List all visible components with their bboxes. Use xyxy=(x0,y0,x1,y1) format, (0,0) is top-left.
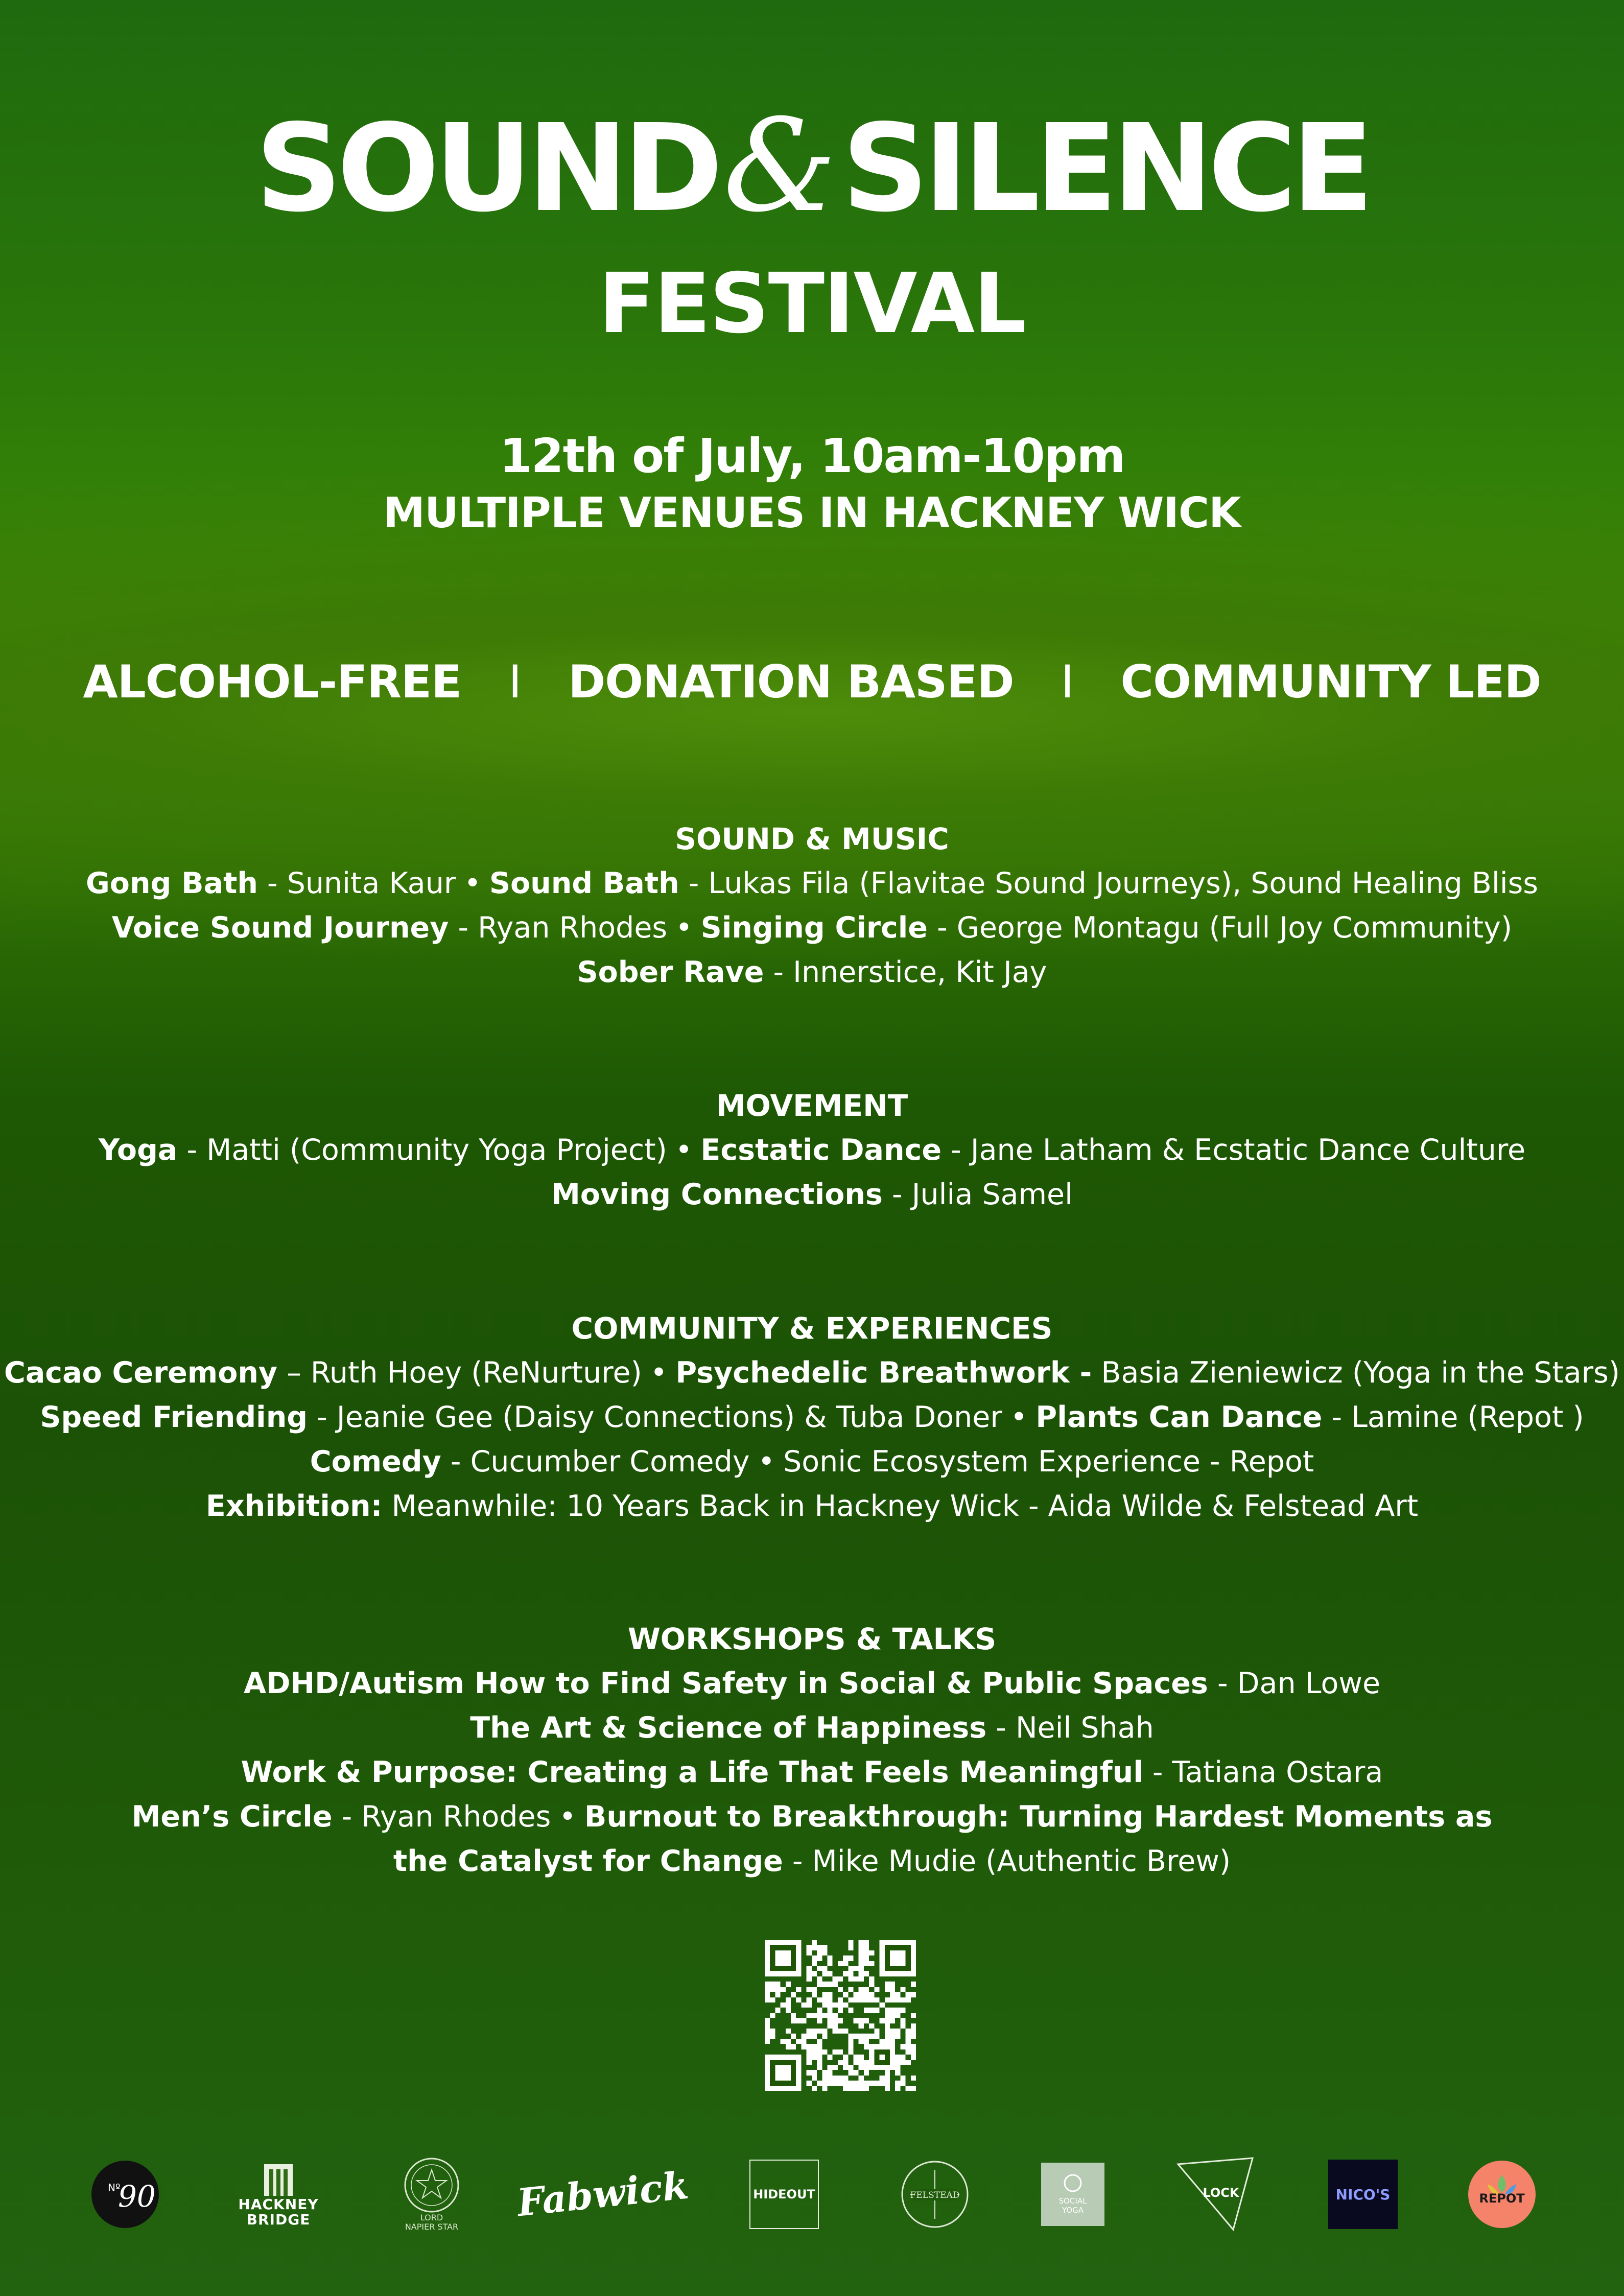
act-host: - Neil Shah xyxy=(986,1711,1154,1745)
act-name: Voice Sound Journey xyxy=(111,911,449,945)
tagline-separator: I xyxy=(508,655,522,708)
lock-text: LOCK xyxy=(1203,2186,1239,2200)
fabwick-text: Fabwick xyxy=(515,2163,691,2225)
act-host: - Sunita Kaur xyxy=(257,866,456,900)
act-name: Sound Bath xyxy=(489,866,679,900)
festival-subtitle: FESTIVAL xyxy=(598,256,1026,352)
repot-logo xyxy=(1466,2156,1538,2233)
nicos-logo xyxy=(1328,2156,1398,2233)
star-emblem-icon xyxy=(401,2157,462,2213)
hackney-bridge-logo xyxy=(227,2156,329,2233)
act-host: - Tatiana Ostara xyxy=(1143,1755,1383,1789)
act-name: Yoga xyxy=(98,1133,178,1167)
hideout-text: HIDEOUT xyxy=(749,2160,819,2229)
act-host: - Jane Latham & Ecstatic Dance Culture xyxy=(942,1133,1526,1167)
bullet-separator: • xyxy=(464,866,481,900)
no90-prefix: Nº xyxy=(108,2182,121,2194)
act-host: - Mike Mudie (Authentic Brew) xyxy=(783,1844,1231,1878)
program-line xyxy=(0,1351,1624,1395)
festival-title xyxy=(0,91,1624,240)
qr-code[interactable] xyxy=(765,1940,916,2091)
felstead-logo xyxy=(899,2156,971,2233)
program-line xyxy=(0,1440,1624,1484)
felstead-text: FELSTEAD xyxy=(910,2190,960,2200)
act-host: - Dan Lowe xyxy=(1208,1667,1381,1700)
program-line xyxy=(0,1173,1624,1217)
hackney-bridge-line1: HACKNEY xyxy=(238,2196,319,2213)
social-yoga-line2: YOGA xyxy=(1062,2206,1084,2215)
no90-text: 90 xyxy=(118,2179,156,2214)
social-yoga-logo xyxy=(1040,2156,1106,2233)
lord-napier-line2: NAPIER STAR xyxy=(405,2222,459,2232)
no90-logo xyxy=(89,2156,161,2233)
act-name: Exhibition: xyxy=(205,1489,383,1523)
hackney-bridge-line2: BRIDGE xyxy=(246,2211,311,2228)
act-host: - Matti (Community Yoga Project) xyxy=(177,1133,667,1167)
act-name: ADHD/Autism How to Find Safety in Social & Public Spaces xyxy=(243,1667,1208,1700)
program-line xyxy=(0,1750,1624,1795)
program-line xyxy=(0,950,1624,995)
lord-napier-line1: LORD xyxy=(420,2213,443,2222)
bullet-separator: • xyxy=(559,1800,576,1834)
program-line xyxy=(0,861,1624,906)
act-host: Meanwhile: 10 Years Back in Hackney Wick - Aida Wilde & Felstead Art xyxy=(382,1489,1419,1523)
act-name: Speed Friending xyxy=(40,1400,308,1434)
act-name: Burnout to Breakthrough: Turning Hardest Moments as xyxy=(584,1800,1493,1834)
act-host: - Ryan Rhodes xyxy=(332,1800,551,1834)
act-name: The Art & Science of Happiness xyxy=(470,1711,987,1745)
act-name: Singing Circle xyxy=(700,911,928,945)
act-host: - Lukas Fila (Flavitae Sound Journeys), Sound Healing Bliss xyxy=(679,866,1538,900)
act-name: Men’s Circle xyxy=(131,1800,333,1834)
lock-logo xyxy=(1175,2156,1257,2233)
tagline xyxy=(0,654,1624,710)
lord-napier-star-logo xyxy=(393,2156,470,2233)
title-sound: SOUND xyxy=(255,98,718,239)
program-line xyxy=(0,1395,1624,1440)
tagline-donation-based: DONATION BASED xyxy=(568,655,1014,708)
repot-text: REPOT xyxy=(1479,2191,1525,2206)
act-name: Ecstatic Dance xyxy=(700,1133,942,1167)
social-yoga-line1: SOCIAL xyxy=(1058,2196,1087,2206)
hackney-bridge-icon xyxy=(258,2161,299,2197)
act-host: - Lamine (Repot ) xyxy=(1322,1400,1584,1434)
fabwick-logo xyxy=(515,2156,691,2233)
hideout-logo xyxy=(748,2156,820,2233)
tagline-community-led: COMMUNITY LED xyxy=(1120,655,1541,708)
program-line xyxy=(0,1661,1624,1706)
bullet-separator: • xyxy=(758,1445,775,1479)
program-line xyxy=(0,1706,1624,1750)
act-name: Psychedelic Breathwork - xyxy=(675,1356,1092,1390)
act-host: - George Montagu (Full Joy Community) xyxy=(927,911,1513,945)
act-host: Sonic Ecosystem Experience - Repot xyxy=(783,1445,1314,1479)
act-name: Plants Can Dance xyxy=(1035,1400,1323,1434)
act-name: Cacao Ceremony xyxy=(4,1356,278,1390)
bullet-separator: • xyxy=(650,1356,668,1390)
program-line xyxy=(0,1795,1624,1839)
act-name: Sober Rave xyxy=(577,955,764,989)
act-name: the Catalyst for Change xyxy=(393,1844,783,1878)
nicos-text: NICO'S xyxy=(1328,2160,1398,2229)
act-name: Work & Purpose: Creating a Life That Feels Meaningful xyxy=(241,1755,1143,1789)
section-title-sound-music: SOUND & MUSIC xyxy=(675,822,949,856)
tagline-alcohol-free: ALCOHOL-FREE xyxy=(83,655,462,708)
title-ampersand: & xyxy=(723,91,837,240)
event-date: 12th of July, 10am-10pm xyxy=(499,429,1125,483)
event-venue: MULTIPLE VENUES IN HACKNEY WICK xyxy=(383,489,1241,537)
section-title-movement: MOVEMENT xyxy=(716,1088,908,1123)
bullet-separator: • xyxy=(675,911,693,945)
program-line xyxy=(0,906,1624,950)
program-line xyxy=(0,1839,1624,1884)
tagline-separator: I xyxy=(1061,655,1074,708)
act-host: - Innerstice, Kit Jay xyxy=(764,955,1047,989)
act-host: - Jeanie Gee (Daisy Connections) & Tuba Doner xyxy=(308,1400,1002,1434)
act-name: Moving Connections xyxy=(551,1178,883,1211)
bullet-separator: • xyxy=(1010,1400,1028,1434)
act-host: Basia Zieniewicz (Yoga in the Stars) xyxy=(1092,1356,1620,1390)
program-line xyxy=(0,1128,1624,1173)
act-host: - Ryan Rhodes xyxy=(449,911,668,945)
act-host: - Cucumber Comedy xyxy=(441,1445,750,1479)
section-title-workshops: WORKSHOPS & TALKS xyxy=(627,1622,997,1656)
act-name: Comedy xyxy=(310,1445,441,1479)
bullet-separator: • xyxy=(675,1133,693,1167)
section-title-community: COMMUNITY & EXPERIENCES xyxy=(571,1311,1053,1346)
title-silence: SILENCE xyxy=(841,98,1369,239)
act-name: Gong Bath xyxy=(86,866,258,900)
program-line xyxy=(0,1484,1624,1529)
act-host: - Julia Samel xyxy=(882,1178,1073,1211)
act-host: – Ruth Hoey (ReNurture) xyxy=(277,1356,642,1390)
